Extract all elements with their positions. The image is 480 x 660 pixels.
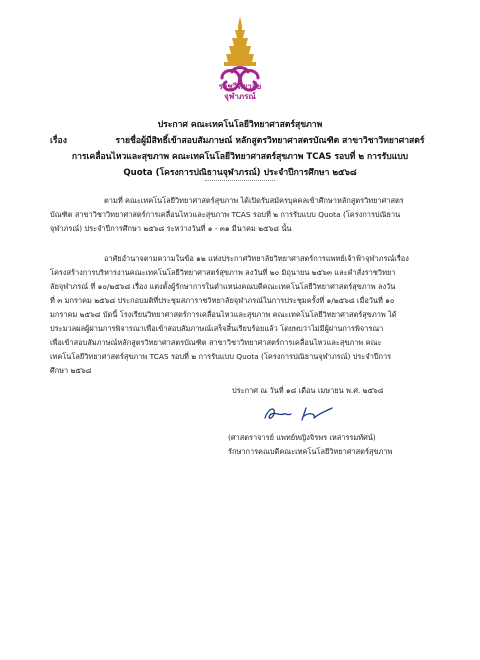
logo-caption [200, 82, 280, 102]
para2-line-7: เพื่อเข้าสอบสัมภาษณ์หลักสูตรวิทยาศาสตรบัณฑิต สาขาวิชาวิทยาศาสตร์การเคลื่อนไหวและสุขภาพ คณะ [50, 338, 382, 347]
subject-line-1: รายชื่อผู้มีสิทธิ์เข้าสอบสัมภาษณ์ หลักสูตรวิทยาศาสตรบัณฑิต สาขาวิชาวิทยาศาสตร์ [115, 136, 425, 146]
para2-line-3: ลัยจุฬาภรณ์ ที่ ๑๐/๒๕๖๘ เรื่อง แต่งตั้งผู้รักษาการในตำแหน่งคณบดีคณะเทคโนโลยีวิทยาศาสตร์สุขภาพ ลงวัน [50, 282, 396, 291]
signer-position: รักษาการคณบดีคณะเทคโนโลยีวิทยาศาสตร์สุขภาพ [228, 447, 393, 456]
signer-name: (ศาสตราจารย์ แพทย์หญิงจิรพร เหล่ารรมทัศน์) [228, 433, 376, 442]
signature-image [262, 402, 336, 424]
para2-line-8: เทคโนโลยีวิทยาศาสตร์สุขภาพ TCAS รอบที่ ๒ การรับแบบ Quota (โครงการปณิธานจุฬาภรณ์) ประจำปีการ [50, 352, 392, 361]
para2-line-6: ประมวลผลผู้ผ่านการพิจารณาเพื่อเข้าสอบสัมภาษณ์เสร็จสิ้นเรียบร้อยแล้ว โดยพบว่าไม่มีผู้ผ่านการพิจารณา [50, 324, 384, 333]
para1-line-1: ตามที่ คณะเทคโนโลยีวิทยาศาสตร์สุขภาพ ได้เปิดรับสมัครบุคคลเข้าศึกษาหลักสูตรวิทยาศาสตร [104, 196, 404, 205]
para1-line-3: จุฬาภรณ์) ประจำปีการศึกษา ๒๕๖๘ ระหว่างวันที่ ๑ - ๓๑ มีนาคม ๒๕๖๘ นั้น [50, 224, 292, 233]
divider [205, 180, 275, 181]
subject-line-3: Quota (โครงการปณิธานจุฬาภรณ์) ประจำปีการศึกษา ๒๕๖๘ [123, 168, 357, 178]
para2-line-9: ศึกษา ๒๕๖๘ [50, 366, 92, 375]
para2-line-5: มกราคม ๒๕๖๘ บัดนี้ โรงเรียนวิทยาศาสตร์การเคลื่อนไหวและสุขภาพ คณะเทคโนโลยีวิทยาศาสตร์สุขภาพ ได้ [50, 310, 397, 319]
para1-line-2: บัณฑิต สาขาวิชาวิทยาศาสตร์การเคลื่อนไหวและสุขภาพ TCAS รอบที่ ๒ การรับแบบ Quota (โครงการปณิธาน [50, 210, 401, 219]
subject-line-2: การเคลื่อนไหวและสุขภาพ คณะเทคโนโลยีวิทยาศาสตร์สุขภาพ TCAS รอบที่ ๒ การรับแบบ [71, 152, 409, 162]
logo-caption-line1: ราชวิทยาลัย [218, 82, 262, 91]
subject-label: เรื่อง [50, 136, 67, 146]
para2-line-2: โครงสร้างการบริหารงานคณะเทคโนโลยีวิทยาศาสตร์สุขภาพ ลงวันที่ ๒๐ มิถุนายน ๒๕๖๓ และคำสั่งราชวิทยา [50, 268, 396, 277]
announcement-date: ประกาศ ณ วันที่ ๑๘ เดือน เมษายน พ.ศ. ๒๕๖๘ [232, 386, 384, 395]
para2-line-4: ที่ ๓ มกราคม ๒๕๖๘ ประกอบมติที่ประชุมสภาราชวิทยาลัยจุฬาภรณ์ในการประชุมครั้งที่ ๑/๒๕๖๘ เมื่อวันที่ ๑๐ [50, 296, 395, 305]
para2-line-1: อาศัยอำนาจตามความในข้อ ๑๒ แห่งประกาศวิทยาลัยวิทยาศาสตร์การแพทย์เจ้าฟ้าจุฬาภรณ์เรื่อง [104, 254, 409, 263]
announcement-title: ประกาศ คณะเทคโนโลยีวิทยาศาสตร์สุขภาพ [157, 120, 323, 130]
logo-caption-line2: จุฬาภรณ์ [224, 92, 256, 101]
